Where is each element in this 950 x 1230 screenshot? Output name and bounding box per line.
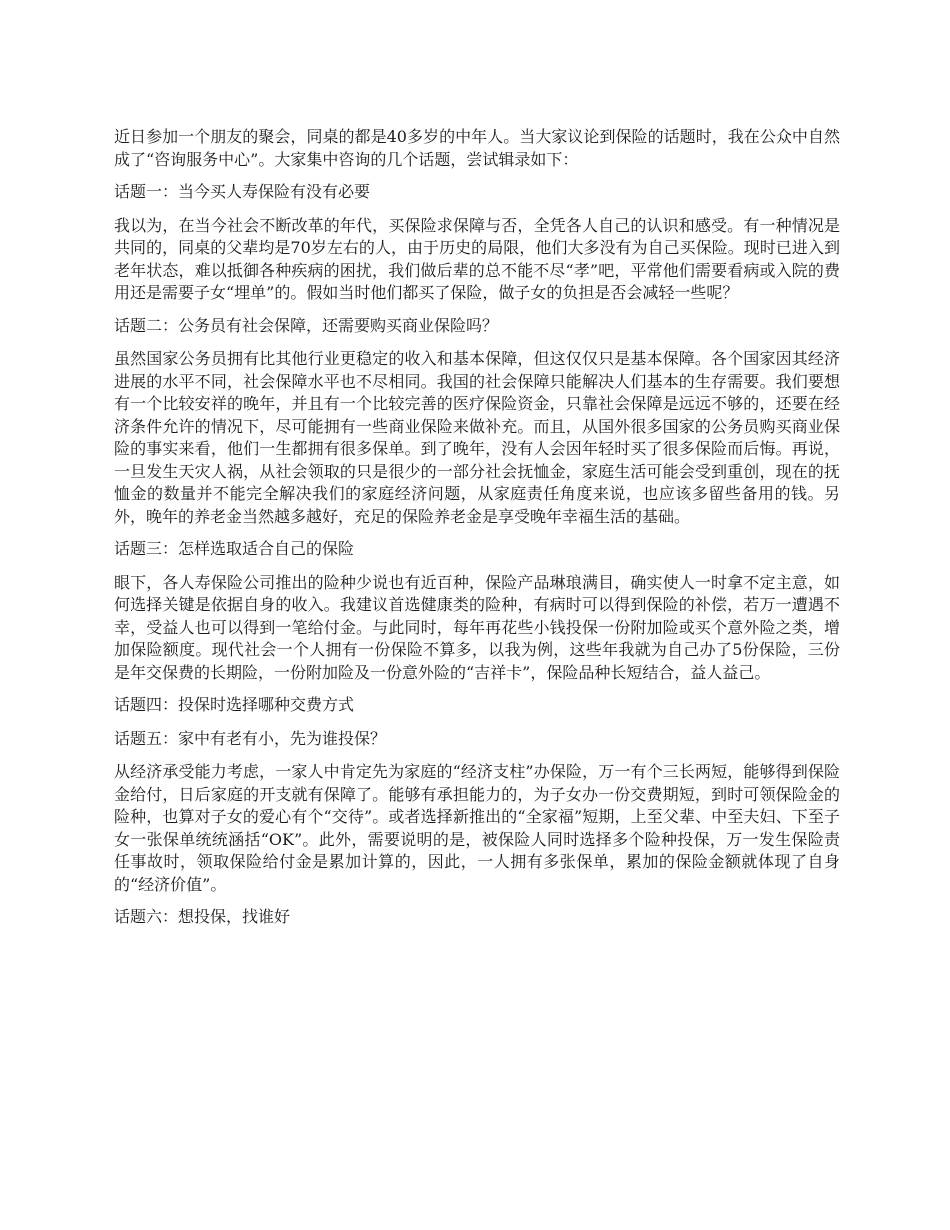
topic-1-heading: 话题一：当今买人寿保险有没有必要 — [114, 182, 371, 201]
topic-6-heading: 话题六：想投保，找谁好 — [114, 907, 291, 926]
topic-2-heading: 话题二：公务员有社会保障，还需要购买商业保险吗？ — [114, 315, 499, 335]
document-page — [114, 126, 840, 940]
topic-5-paragraph: 从经济承受能力考虑，一家人中肯定先为家庭的“经济支柱”办保险，万一有个三长两短，能够得到保险金给付，日后家庭的开支就有保障了。能够有承担能力的，为子女办一份交费期短，到时可领保险金的险种，也算对子女的爱心有个“交待”。或者选择新推出的“全家福”短期，上至父辈、中至夫妇、下至子女一张保单统统涵括“OK”。此外，需要说明的是，被保险人同时选择多个险种投保，万一发生保险责任事故时，领取保险给付金是累加计算的，因此，一人拥有多张保单，累加的保险金额就体现了自身的“经济价值”。 — [114, 762, 840, 894]
topic-3-heading: 话题三：怎样选取适合自己的保险 — [114, 539, 355, 558]
topic-3-paragraph: 眼下，各人寿保险公司推出的险种少说也有近百种，保险产品琳琅满目，确实使人一时拿不定主意，如何选择关键是依据自身的收入。我建议首选健康类的险种，有病时可以得到保险的补偿，若万一遭遇不幸，受益人也可以得到一笔给付金。与此同时，每年再花些小钱投保一份附加险或买个意外险之类，增加保险额度。现代社会一个人拥有一份保险不算多，以我为例，这些年我就为自己办了5份保险，三份是年交保费的长期险，一份附加险及一份意外险的“吉祥卡”，保险品种长短结合，益人益己。 — [114, 572, 840, 682]
topic-2-paragraph: 虽然国家公务员拥有比其他行业更稳定的收入和基本保障，但这仅仅只是基本保障。各个国家因其经济进展的水平不同，社会保障水平也不尽相同。我国的社会保障只能解决人们基本的生存需要。我们要想有一个比较安祥的晚年，并且有一个比较完善的医疗保险资金，只靠社会保障是远远不够的，还要在经济条件允许的情况下，尽可能拥有一些商业保险来做补充。而且，从国外很多国家的公务员购买商业保险的事实来看，他们一生都拥有很多保单。到了晚年，没有人会因年轻时买了很多保险而后悔。再说，一旦发生天灾人祸，从社会领取的只是很少的一部分社会抚恤金，家庭生活可能会受到重创，现在的抚恤金的数量并不能完全解决我们的家庭经济问题，从家庭责任角度来说，也应该多留些备用的钱。另外，晚年的养老金当然越多越好，充足的保险养老金是享受晚年幸福生活的基础。 — [114, 349, 840, 526]
topic-5-heading: 话题五：家中有老有小，先为谁投保？ — [114, 728, 387, 748]
topic-1-paragraph: 我以为，在当今社会不断改革的年代，买保险求保障与否，全凭各人自己的认识和感受。有一种情况是共同的，同桌的父辈均是70岁左右的人，由于历史的局限，他们大多没有为自己买保险。现时已进入到老年状态，难以抵御各种疾病的困扰，我们做后辈的总不能不尽“孝”吧，平常他们需要看病或入院的费用还是需要子女“埋单”的。假如当时他们都买了保险，做子女的负担是否会减轻一些呢？ — [114, 215, 840, 302]
intro-paragraph: 近日参加一个朋友的聚会，同桌的都是40多岁的中年人。当大家议论到保险的话题时，我在公众中自然成了“咨询服务中心”。大家集中咨询的几个话题，尝试辑录如下： — [114, 127, 840, 169]
topic-4-heading: 话题四：投保时选择哪种交费方式 — [114, 695, 355, 714]
